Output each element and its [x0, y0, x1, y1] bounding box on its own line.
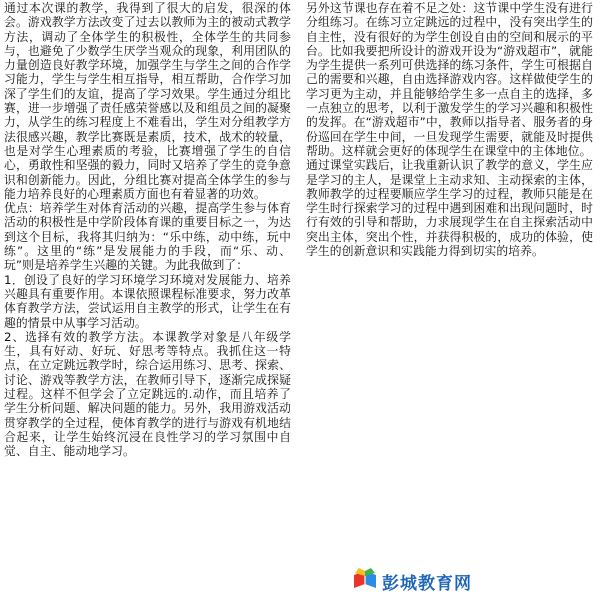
colorful-book-logo-icon — [352, 567, 378, 595]
paragraph-reflection: 通过本次课的教学，我得到了很大的启发，很深的体会。游戏教学方法改变了过去以教师为主的被动式教学方法，调动了全体学生的积极性，全体学生的共同参与，也避免了少数学生厌学当观众的现象，利用团队的力量创造良好教学环境，加强学生与学生之间的合作学习能力，学生与学生相互指导，相互帮助，合作学习加深了学生们的友谊，提高了学习效果。学生通过分组比赛，进一步增强了责任感荣誉感以及和组员之间的凝聚力，从学生的练习程度上不难看出，学生对分组教学方法很感兴趣，教学比赛既是素质，技术，战术的较量，也是对学生心理素质的考验，比赛增强了学生的自信心，勇敢性和坚强的毅力，同时又培养了学生的竞争意识和创新能力。因此，分组比赛对提高全体学生的参与能力培养良好的心理素质方面也有着显著的功效。 — [4, 1, 291, 201]
paragraph-shortcomings: 另外这节课也存在着不足之处：这节课中学生没有进行分组练习。在练习立定跳远的过程中，没有突出学生的自主性，没有很好的为学生创设自由的空间和展示的平台。比如我要把所设计的游戏开设为“游戏超市”，就能为学生提供一系列可供选择的练习条件，学生可根据自己的需要和兴趣，自由选择游戏内容。这样做使学生的学习更为主动，并且能够给学生多一点自主的选择，多一点独立的思考，以利于激发学生的学习兴趣和积极性的发挥。在“游戏超市”中，教师以指导者、服务者的身份巡回在学生中间，一旦发现学生需要，就能及时提供帮助。这样就会更好的体现学生在课堂中的主体地位。 — [306, 1, 593, 158]
paragraph-advantages: 优点：培养学生对体育活动的兴趣，提高学生参与体育活动的积极性是中学阶段体育课的重要目标之一，为达到这个目标，我将其归纳为：“乐中练，动中练，玩中练”。这里的“练”是发展能力的手段，而“乐、动、玩”则是培养学生兴趣的关键。为此我做到了： — [4, 201, 291, 273]
paragraph-point-2: 2、选择有效的教学方法。本课教学对象是八年级学生，具有好动、好玩、好思考等特点。我抓住这一特点，在立定跳远教学时，综合运用练习、思考、探索、讨论、游戏等教学方法，在教师引导下，逐渐完成探疑过程。这样不但学会了立定跳远的.动作，而且培养了学生分析问题、解决问题的能力。另外，我用游戏活动贯穿教学的全过程，使体育教学的进行与游戏有机地结合起来，让学生始终沉浸在良性学习的学习氛围中自觉、自主、能动地学习。 — [4, 329, 291, 459]
watermark-text: 彭城教育网 — [382, 573, 472, 593]
left-column — [4, 1, 291, 459]
paragraph-conclusion: 通过课堂实践后，让我重新认识了教学的意义，学生应是学习的主人，是课堂上主动求知、主动探索的主体，教师教学的过程要顺应学生学习的过程，教师只能是在学生时行探索学习的过程中遇到困难和出现问题时，时行有效的引导和帮助，力求展现学生在自主探索活动中突出主体，突出个性，并获得积极的，成功的体验，使学生的创新意识和实践能力得到切实的培养。 — [306, 158, 593, 259]
right-column — [306, 1, 593, 258]
paragraph-point-1: 1．创设了良好的学习环境学习环境对发展能力、培养兴趣具有重要作用。本课依照课程标准要求，努力改革体育教学方法，尝试运用自主教学的形式，让学生在有趣的情景中从事学习活动。 — [4, 272, 291, 330]
site-watermark — [348, 566, 476, 596]
